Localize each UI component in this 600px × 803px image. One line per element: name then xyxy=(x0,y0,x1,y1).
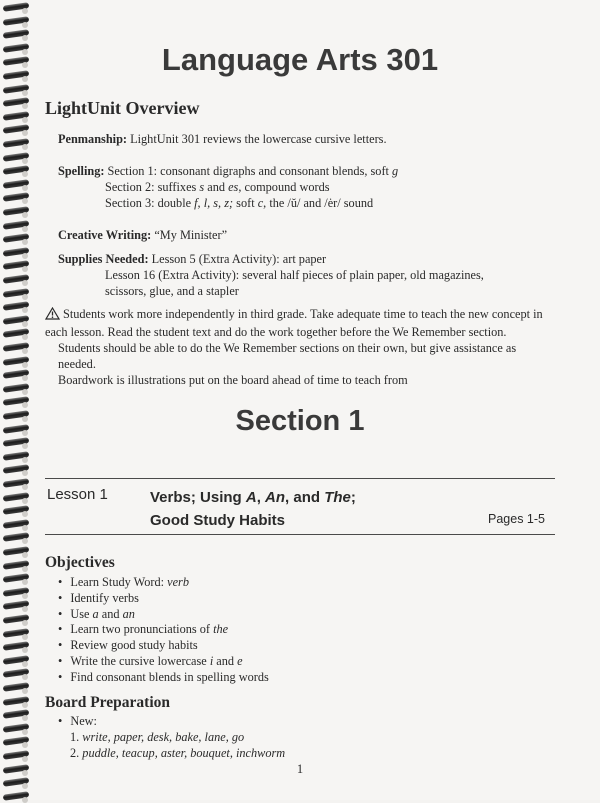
lesson-title-text: A xyxy=(245,489,257,506)
binding-hole xyxy=(22,538,28,544)
board-line-1 xyxy=(70,730,285,746)
spelling-text: , the /ŭ/ and /ėr/ sound xyxy=(263,196,374,210)
board-words: write, paper, desk, bake, lane, go xyxy=(82,730,245,744)
note-line: each lesson. Read the student text and do the work together before the We Remember section. xyxy=(45,325,507,339)
spelling-text: c xyxy=(257,196,264,210)
binding-hole xyxy=(22,253,28,259)
teacher-note xyxy=(45,306,555,388)
spelling-line-3 xyxy=(105,195,373,211)
list-item: • Review good study habits xyxy=(58,638,269,654)
spelling-line-2 xyxy=(105,179,330,195)
note-line xyxy=(45,306,555,324)
binding-hole xyxy=(22,171,28,177)
binding-hole xyxy=(22,579,28,585)
binding-hole xyxy=(22,226,28,232)
binding-hole xyxy=(22,35,28,41)
binding-hole xyxy=(22,362,28,368)
board-preparation-list xyxy=(58,714,97,730)
binding-hole xyxy=(22,307,28,313)
overview-heading: LightUnit Overview xyxy=(45,98,200,118)
binding-hole xyxy=(22,457,28,463)
binding-hole xyxy=(22,511,28,517)
binding-hole xyxy=(22,144,28,150)
supplies-text: Lesson 5 (Extra Activity): art paper xyxy=(148,252,327,266)
binding-hole xyxy=(22,22,28,28)
item-text: Use xyxy=(70,606,93,621)
board-line-2 xyxy=(70,746,285,762)
item-text: an xyxy=(122,606,135,621)
binding-hole xyxy=(22,525,28,531)
lesson-title-text: The xyxy=(324,489,351,506)
binding-hole xyxy=(22,348,28,354)
binding-hole xyxy=(22,280,28,286)
binding-hole xyxy=(22,647,28,653)
lesson-title-text: , and xyxy=(285,489,325,506)
item-text: e xyxy=(237,653,243,668)
list-item: • Identify verbs xyxy=(58,591,269,607)
spelling-line-1 xyxy=(58,163,398,179)
supplies-line-1 xyxy=(58,251,326,267)
lesson-number: Lesson 1 xyxy=(47,486,108,503)
binding-hole xyxy=(22,321,28,327)
lesson-title-text: An xyxy=(265,489,286,506)
objectives-list xyxy=(58,575,269,686)
binding-hole xyxy=(22,498,28,504)
binding-hole xyxy=(22,702,28,708)
binding-hole xyxy=(22,158,28,164)
lesson-title-line-2: Good Study Habits xyxy=(150,512,285,529)
board-preparation-heading: Board Preparation xyxy=(45,694,170,711)
binding-hole xyxy=(22,389,28,395)
divider-top xyxy=(45,478,555,479)
penmanship-label: Penmanship: xyxy=(58,132,128,146)
board-preparation-lines xyxy=(70,730,285,762)
list-item xyxy=(58,607,269,623)
line-number: 1. xyxy=(70,730,83,744)
supplies-label: Supplies Needed: xyxy=(58,252,149,266)
supplies-line-3: scissors, glue, and a stapler xyxy=(105,284,239,298)
binding-hole xyxy=(22,729,28,735)
binding-hole xyxy=(22,266,28,272)
binding-hole xyxy=(22,715,28,721)
binding-hole xyxy=(22,742,28,748)
item-text: Learn Study Word: xyxy=(70,575,168,589)
binding-hole xyxy=(22,294,28,300)
spelling-text: s xyxy=(199,180,205,194)
list-item: • Find consonant blends in spelling words xyxy=(58,670,269,686)
binding-hole xyxy=(22,566,28,572)
spelling-text: , compound words xyxy=(238,180,330,194)
item-text: a xyxy=(92,606,99,621)
list-item xyxy=(58,575,269,591)
binding-hole xyxy=(22,661,28,667)
spelling-text: g xyxy=(392,164,399,178)
spelling-text: Section 3: double xyxy=(105,196,195,210)
binding-hole xyxy=(22,783,28,789)
binding-hole xyxy=(22,103,28,109)
item-text: the xyxy=(213,622,229,637)
binding-hole xyxy=(22,239,28,245)
binding-hole xyxy=(22,674,28,680)
item-text: i xyxy=(209,653,214,668)
spiral-binding xyxy=(0,0,34,800)
lesson-title-line-1 xyxy=(150,486,356,509)
lesson-title-text: Verbs; Using xyxy=(150,489,246,506)
binding-hole xyxy=(22,212,28,218)
creative-writing-text: “My Minister” xyxy=(151,228,228,242)
spelling-text: Section 2: suffixes xyxy=(105,180,200,194)
binding-hole xyxy=(22,130,28,136)
binding-hole xyxy=(22,552,28,558)
spelling-text: soft xyxy=(233,196,258,210)
penmanship-text: LightUnit 301 reviews the lowercase cursive letters. xyxy=(127,132,387,146)
page-number: 1 xyxy=(296,762,304,776)
section-heading: Section 1 xyxy=(235,405,365,437)
list-item: • New: xyxy=(58,714,97,730)
lesson-pages: Pages 1-5 xyxy=(488,512,545,526)
penmanship-paragraph xyxy=(58,131,387,147)
item-text: verb xyxy=(167,575,189,589)
binding-hole xyxy=(22,634,28,640)
spelling-text: Section 1: consonant digraphs and consonant blends, soft xyxy=(104,164,393,178)
binding-hole xyxy=(22,8,28,14)
objectives-heading: Objectives xyxy=(45,554,115,571)
binding-hole xyxy=(22,620,28,626)
creative-writing-paragraph xyxy=(58,227,227,243)
divider-bottom xyxy=(45,534,555,535)
lesson-title-text: , xyxy=(256,489,266,506)
creative-writing-label: Creative Writing: xyxy=(58,228,152,242)
line-number: 2. xyxy=(70,745,83,760)
note-text: Students work more independently in third grade. Take adequate time to teach the new concept in xyxy=(63,307,543,321)
binding-hole xyxy=(22,90,28,96)
item-text: and xyxy=(98,606,123,621)
binding-hole xyxy=(22,117,28,123)
warning-triangle-icon xyxy=(45,307,60,324)
binding-hole xyxy=(22,484,28,490)
spelling-text: f, l, s, z; xyxy=(194,196,234,210)
binding-hole xyxy=(22,688,28,694)
binding-hole xyxy=(22,470,28,476)
note-line: Boardwork is illustrations put on the board ahead of time to teach from xyxy=(58,373,408,387)
page-title: Language Arts 301 xyxy=(161,42,439,77)
spelling-text: and xyxy=(204,180,229,194)
list-item xyxy=(58,622,269,638)
binding-hole xyxy=(22,606,28,612)
board-words: puddle, teacup, aster, bouquet, inchworm xyxy=(82,745,286,760)
note-line: Students should be able to do the We Remember sections on their own, but give assistance as needed. xyxy=(58,341,517,371)
item-text: and xyxy=(213,653,238,668)
binding-hole xyxy=(22,185,28,191)
spelling-label: Spelling: xyxy=(58,164,105,178)
lesson-title xyxy=(150,486,356,532)
binding-hole xyxy=(22,593,28,599)
list-item xyxy=(58,654,269,670)
binding-hole xyxy=(22,375,28,381)
item-text: Learn two pronunciations of xyxy=(70,622,214,637)
item-text: Write the cursive lowercase xyxy=(70,653,210,668)
spelling-text: es xyxy=(228,180,239,194)
supplies-line-2: Lesson 16 (Extra Activity): several half pieces of plain paper, old magazines, xyxy=(105,268,484,282)
lesson-title-text: ; xyxy=(350,489,356,506)
binding-hole xyxy=(22,198,28,204)
binding-hole xyxy=(22,334,28,340)
binding-hole xyxy=(22,443,28,449)
